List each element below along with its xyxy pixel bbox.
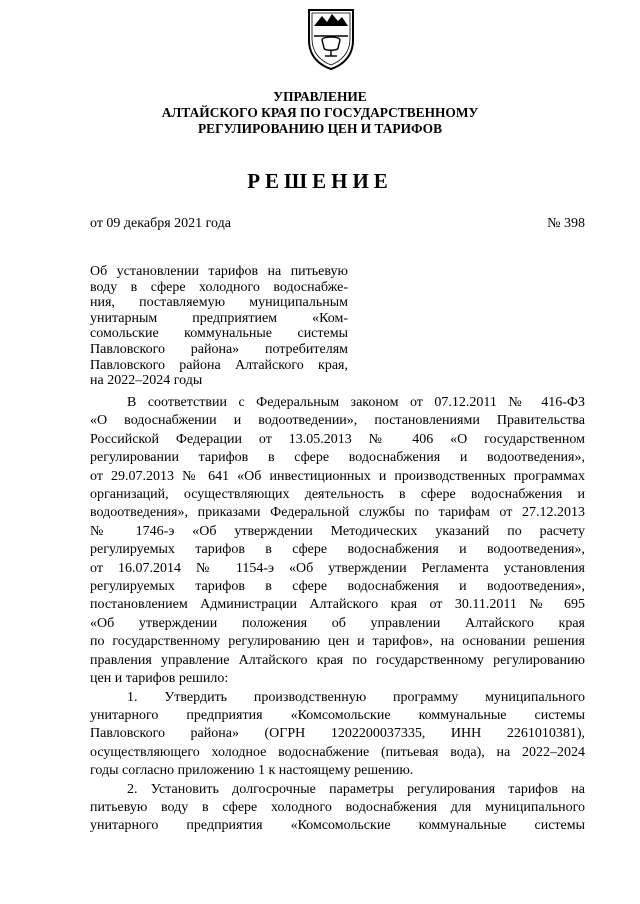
body-line: 1. Утвердить производственную программу муниципального <box>127 689 585 705</box>
body-line: регулируемых тарифов в сфере водоснабжения и водоотведения», <box>90 579 585 595</box>
authority-line: УПРАВЛЕНИЕ <box>273 89 367 104</box>
authority-line: АЛТАЙСКОГО КРАЯ ПО ГОСУДАРСТВЕННОМУ <box>161 105 479 120</box>
body-line: «Об утверждении положения об управлении Алтайского края <box>90 615 585 631</box>
body-line: от 29.07.2013 № 641 «Об инвестиционных и производственных программах <box>90 468 585 484</box>
subject-line: сомольские коммунальные системы <box>90 326 348 342</box>
subject-line: ния, поставляемую муниципальным <box>90 295 348 311</box>
subject-line: Павловского района Алтайского края, <box>90 357 348 373</box>
body-line: № 1746-э «Об утверждении Методических указаний по расчету <box>90 523 585 539</box>
document-type-title: РЕШЕНИЕ <box>247 169 393 193</box>
subject-line: Об установлении тарифов на питьевую <box>90 264 348 279</box>
body-line: осуществляющего холодное водоснабжение (питьевая вода), на 2022–2024 <box>90 744 585 760</box>
body-line: цен и тарифов решило: <box>90 671 229 687</box>
authority-line: РЕГУЛИРОВАНИЮ ЦЕН И ТАРИФОВ <box>197 121 443 136</box>
document-date: от 09 декабря 2021 года <box>90 216 231 231</box>
body-line: регулируемых тарифов в сфере водоснабжения и водоотведения», <box>90 542 585 558</box>
body-line: В соответствии с Федеральным законом от 07.12.2011 № 416-ФЗ <box>127 395 585 410</box>
body-line: Павловского района» (ОГРН 1202200037335, ИНН 2261010381), <box>90 726 585 742</box>
body-line: регулировании тарифов в сфере водоснабжения и водоотведения», <box>90 450 585 466</box>
body-line: годы согласно приложению 1 к настоящему решению. <box>90 763 414 779</box>
subject-line: унитарным предприятием «Ком- <box>90 310 348 326</box>
subject-line: на 2022–2024 годы <box>90 373 203 389</box>
subject-line: Павловского района» потребителям <box>90 341 348 357</box>
body-line: унитарного предприятия «Комсомольские коммунальные системы <box>90 707 585 723</box>
body-line: «О водоснабжении и водоотведении», постановлениями Правительства <box>90 413 585 429</box>
body-line: постановлением Администрации Алтайского края от 30.11.2011 № 695 <box>90 597 585 613</box>
body-line: правления управление Алтайского края по государственному регулированию <box>90 652 585 668</box>
document-number: № 398 <box>547 216 585 231</box>
document-body <box>90 394 585 836</box>
subject-line: воду в сфере холодного водоснабже- <box>90 279 348 295</box>
issuing-authority <box>0 89 640 137</box>
body-line: 2. Установить долгосрочные параметры регулирования тарифов на <box>127 781 585 797</box>
body-line: организаций, осуществляющих деятельность в сфере водоснабжения и <box>90 487 585 503</box>
coat-of-arms-emblem <box>305 6 357 72</box>
body-line: питьевую воду в сфере холодного водоснабжения для муниципального <box>90 799 585 815</box>
body-line: Российской Федерации от 13.05.2013 № 406 «О государственном <box>90 431 585 447</box>
body-line: от 16.07.2014 № 1154-э «Об утверждении Регламента установления <box>90 560 585 576</box>
body-line: по государственному регулированию цен и тарифов», на основании решения <box>90 634 585 650</box>
body-line: унитарного предприятия «Комсомольские коммунальные системы <box>90 818 585 834</box>
document-subject <box>90 264 348 389</box>
body-line: водоотведения», приказами Федеральной службы по тарифам от 27.12.2013 <box>90 505 585 521</box>
